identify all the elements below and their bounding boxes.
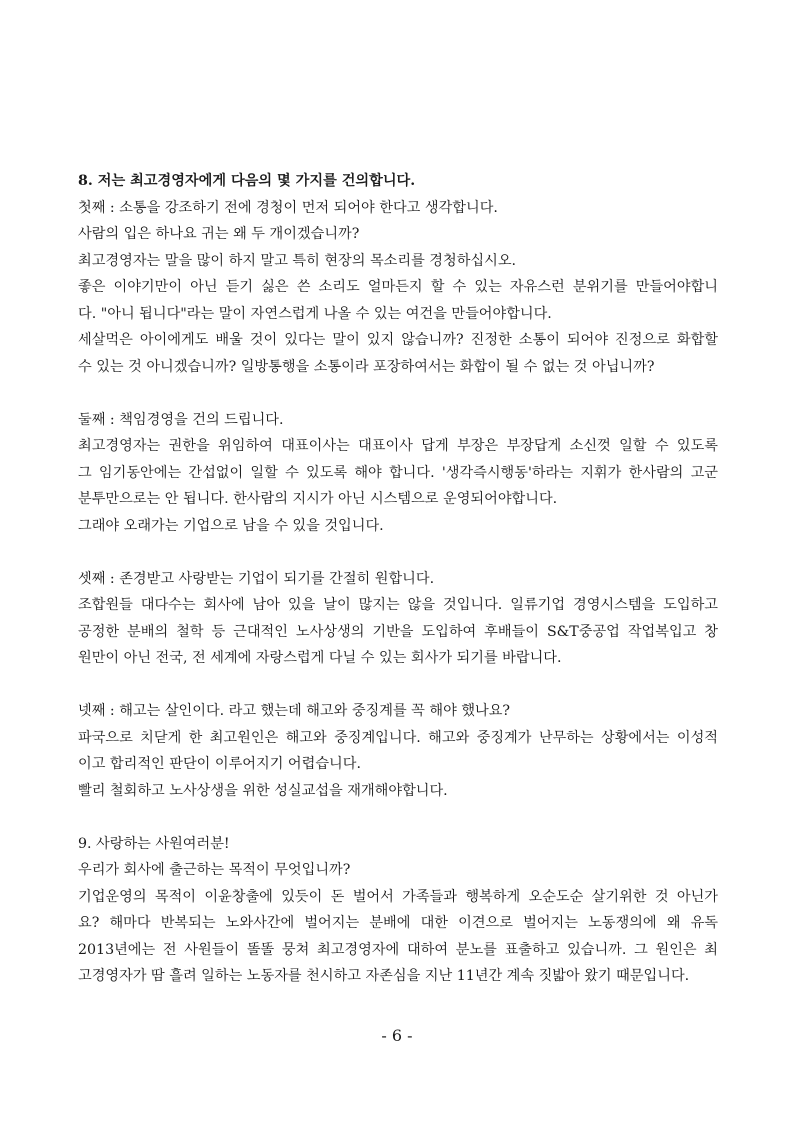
paragraph-line: 둘째 : 책임경영을 건의 드립니다. [78, 411, 284, 428]
paragraph-line: 이고 합리적인 판단이 이루어지기 어렵습니다. [78, 756, 361, 772]
paragraph-line: 셋째 : 존경받고 사랑받는 기업이 되기를 간절히 원합니다. [78, 570, 435, 587]
paragraph-line: 파국으로 치닫게 한 최고원인은 해고와 중징계입니다. 해고와 중징계가 난무하는 상황에서는 이성적 [78, 729, 718, 746]
paragraph-line: 최고경영자는 권한을 위임하여 대표이사는 대표이사 답게 부장은 부장답게 소신껏 일할 수 있도록 [78, 438, 718, 454]
paragraph-line: 우리가 회사에 출근하는 목적이 무엇입니까? [78, 862, 351, 878]
paragraph-line: 요? 해마다 반복되는 노와사간에 벌어지는 분배에 대한 이견으로 벌어지는 노동쟁의에 왜 유독 [78, 915, 718, 931]
paragraph-line: 세살먹은 아이에게도 배울 것이 있다는 말이 있지 않습니까? 진정한 소통이 되어야 진정으로 화합할 [78, 332, 718, 348]
paragraph-line: 다. "아니 됩니다"라는 말이 자연스럽게 나올 수 있는 여건을 만들어야합니다. [78, 305, 552, 322]
paragraph-line: 공정한 분배의 철학 등 근대적인 노사상생의 기반을 도입하여 후배들이 S&T중공업 작업복입고 창 [78, 623, 718, 640]
page-number: - 6 - [381, 1026, 413, 1045]
paragraph-line: 첫째 : 소통을 강조하기 전에 경청이 먼저 되어야 한다고 생각합니다. [78, 199, 498, 216]
paragraph-line: 2013년에는 전 사원들이 똘똘 뭉쳐 최고경영자에 대하여 분노를 표출하고 있습니까. 그 원인은 최 [78, 941, 718, 958]
paragraph-line: 고경영자가 땀 흘려 일하는 노동자를 천시하고 자존심을 지난 11년간 계속 짓밟아 왔기 때문입니다. [78, 968, 690, 984]
paragraph-gap [78, 380, 718, 407]
paragraph-fourth [78, 698, 718, 804]
paragraph-line: 기업운영의 목적이 이윤창출에 있듯이 돈 벌어서 가족들과 행복하게 오순도순 살기위한 것 아닌가 [78, 888, 718, 905]
document-body [78, 168, 718, 990]
paragraph-line: 넷째 : 해고는 살인이다. 라고 했는데 해고와 중징계를 꼭 해야 했나요? [78, 703, 511, 719]
paragraph-line: 원만이 아닌 전국, 전 세계에 자랑스럽게 다닐 수 있는 회사가 되기를 바랍니다. [78, 650, 562, 666]
section-9-heading: 9. 사랑하는 사원여러분! [78, 835, 230, 852]
paragraph-line: 사람의 입은 하나요 귀는 왜 두 개이겠습니까? [78, 226, 360, 242]
paragraph-third [78, 566, 718, 672]
paragraph-second [78, 407, 718, 540]
paragraph-line: 최고경영자는 말을 많이 하지 말고 특히 현장의 목소리를 경청하십시오. [78, 252, 517, 269]
paragraph-gap [78, 539, 718, 566]
paragraph-line: 빨리 철회하고 노사상생을 위한 성실교섭을 재개해야합니다. [78, 782, 448, 799]
paragraph-first [78, 195, 718, 381]
paragraph-line: 그 임기동안에는 간섭없이 일할 수 있도록 해야 합니다. '생각즉시행동'하라는 지휘가 한사람의 고군 [78, 464, 718, 481]
paragraph-line: 조합원들 대다수는 회사에 남아 있을 날이 많지는 않을 것입니다. 일류기업 경영시스템을 도입하고 [78, 597, 718, 613]
paragraph-line: 수 있는 것 아니겠습니까? 일방통행을 소통이라 포장하여서는 화합이 될 수 없는 것 아닙니까? [78, 358, 655, 375]
paragraph-line: 분투만으로는 안 됩니다. 한사람의 지시가 아닌 시스템으로 운영되어야합니다. [78, 491, 558, 507]
section-8-heading: 8. 저는 최고경영자에게 다음의 몇 가지를 건의합니다. [78, 173, 416, 189]
paragraph-line: 그래야 오래가는 기업으로 남을 수 있을 것입니다. [78, 517, 384, 534]
paragraph-gap [78, 804, 718, 831]
paragraph-line: 좋은 이야기만이 아닌 듣기 싫은 쓴 소리도 얼마든지 할 수 있는 자유스런 분위기를 만들어야합니 [78, 279, 718, 295]
paragraph-section-9 [78, 857, 718, 990]
paragraph-gap [78, 672, 718, 699]
